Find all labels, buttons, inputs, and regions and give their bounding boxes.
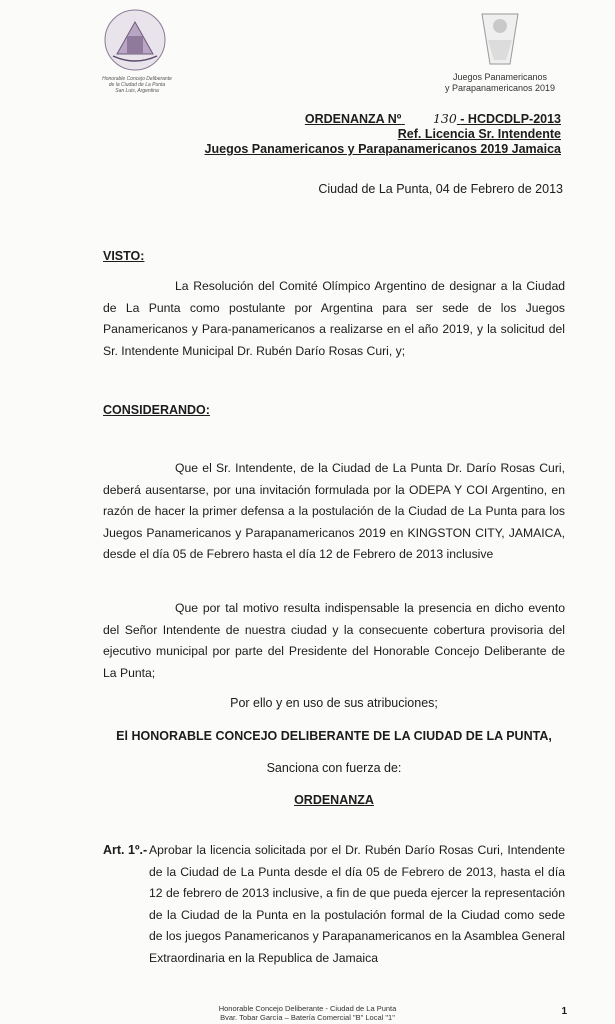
article-1-label: Art. 1º.- (103, 843, 148, 857)
logo-caption-line-2: y Parapanamericanos 2019 (444, 83, 556, 93)
footer-line-2: Bvar. Tobar García – Batería Comercial "B" Local "1" (220, 1013, 395, 1022)
date-line: Ciudad de La Punta, 04 de Febrero de 2013 (318, 182, 563, 196)
considerando-heading: CONSIDERANDO: (103, 403, 210, 417)
article-1-text: Aprobar la licencia solicitada por el Dr. Rubén Darío Rosas Curi, Intendente de la Ciudad de La Punta desde el día 05 de Febrero de 2013, hasta el día 12 de febrero de 2013 inclusive, a fin de que pueda ejercer la representación de la Ciudad de la Punta en la postulación formal de la Ciudad como sede de los juegos Panamericanos y Parapanamericanos en la Asamblea General Extraordinaria en la Republica de Jamaica (149, 843, 565, 965)
seal-caption-line-1: Honorable Concejo Deliberante (102, 76, 172, 82)
considerando-paragraph-2: Que por tal motivo resulta indispensable la presencia en dicho evento del Señor Intendente de nuestra ciudad y la consecuente cobertura provisoria del ejecutivo municipal por parte del Presidente del Honorable Concejo Deliberante de La Punta; (103, 601, 565, 680)
ordinance-number: 130 (432, 111, 457, 126)
ordinance-number-line (205, 111, 561, 127)
page-footer (0, 1004, 615, 1022)
council-seal-logo (103, 8, 167, 72)
ordenanza-heading: ORDENANZA (294, 793, 374, 807)
ordinance-suffix: - HCDCDLP-2013 (460, 112, 561, 126)
footer-line-1: Honorable Concejo Deliberante - Ciudad de La Punta (218, 1004, 397, 1013)
seal-caption (98, 76, 176, 94)
page-number: 1 (561, 1006, 567, 1017)
reference-subject: Ref. Licencia Sr. Intendente (397, 127, 561, 141)
visto-heading: VISTO: (103, 249, 145, 263)
seal-caption-line-2: de la Ciudad de La Punta (108, 82, 166, 88)
considerando-paragraph-1: Que el Sr. Intendente, de la Ciudad de La Punta Dr. Darío Rosas Curi, deberá ausentarse, por una invitación formulada por la ODEPA Y COI Argentino, en razón de hacer la primer defensa a la postulación de la Ciudad de La Punta para los Juegos Panamericanos y Parapanamericanos 2019 en KINGSTON CITY, JAMAICA, desde el día 05 de Febrero hasta el día 12 de Febrero de 2013 inclusive (103, 461, 565, 561)
visto-text: La Resolución del Comité Olímpico Argentino de designar a la Ciudad de La Punta como postulante por Argentina para ser sede de los Juegos Panamericanos y Para-panamericanos a realizarse en el año 2019, y la solicitud del Sr. Intendente Municipal Dr. Rubén Darío Rosas Curi, y; (103, 279, 565, 358)
council-statement: El HONORABLE CONCEJO DELIBERANTE DE LA CIUDAD DE LA PUNTA, (116, 729, 552, 743)
sanciona-line: Sanciona con fuerza de: (266, 761, 402, 775)
seal-caption-line-3: San Luis, Argentina (115, 88, 159, 94)
logo-caption-line-1: Juegos Panamericanos (452, 72, 548, 82)
reference-event: Juegos Panamericanos y Parapanamericanos 2019 Jamaica (204, 142, 561, 156)
pan-american-games-logo (480, 10, 520, 66)
ordinance-prefix: ORDENANZA Nº (304, 112, 402, 126)
reference-block (205, 111, 561, 157)
por-ello-line: Por ello y en uso de sus atribuciones; (230, 696, 438, 710)
logo-caption (430, 72, 570, 94)
